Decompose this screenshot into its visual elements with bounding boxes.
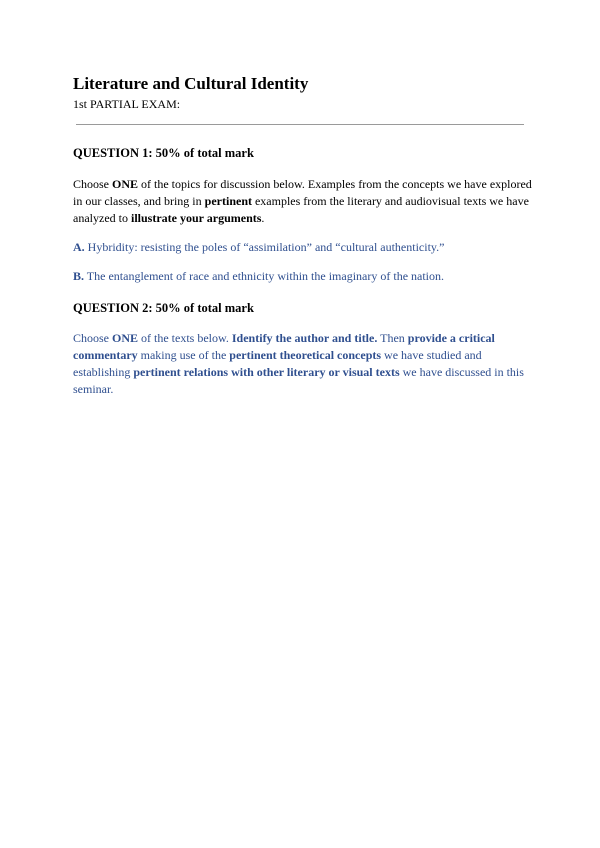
question-1-heading: QUESTION 1: 50% of total mark xyxy=(73,146,254,160)
q2-bold-relations: pertinent relations with other literary or visual texts xyxy=(133,365,400,379)
q1-text-part: examples from the literary and audiovisual texts we have analyzed to xyxy=(73,194,529,225)
q2-text-part: we have studied and establishing xyxy=(73,348,482,379)
document-title: Literature and Cultural Identity xyxy=(73,74,309,93)
q2-text-part: Then xyxy=(377,331,408,345)
q2-text-part: making use of the xyxy=(137,348,230,362)
q2-bold-concepts: pertinent theoretical concepts xyxy=(229,348,382,362)
question-1-instructions xyxy=(73,176,533,227)
q2-text-part: of the texts below. xyxy=(138,331,232,345)
q2-text-part: Choose xyxy=(73,331,112,345)
topic-a-letter: A. xyxy=(73,240,85,254)
q1-text-part: . xyxy=(261,211,265,225)
topic-b-text: The entanglement of race and ethnicity within the imaginary of the nation. xyxy=(84,269,445,283)
header-divider xyxy=(76,124,524,125)
topic-option-a xyxy=(73,239,533,256)
document-subtitle: 1st PARTIAL EXAM: xyxy=(73,97,181,111)
q2-text-part: we have discussed in this seminar. xyxy=(73,365,524,396)
q2-bold-identify: Identify the author and title. xyxy=(231,331,378,345)
q2-bold-commentary: provide a critical commentary xyxy=(73,331,495,362)
q2-bold-one: ONE xyxy=(112,331,139,345)
topic-b-letter: B. xyxy=(73,269,85,283)
topic-option-b xyxy=(73,268,533,285)
q1-bold-one: ONE xyxy=(112,177,139,191)
q1-text-part: of the topics for discussion below. Examples from the concepts we have explored in our classes, and bring in xyxy=(73,177,532,208)
question-2-instructions xyxy=(73,330,533,398)
topic-a-text: Hybridity: resisting the poles of “assimilation” and “cultural authenticity.” xyxy=(84,240,445,254)
q1-text-part: Choose xyxy=(73,177,112,191)
q1-bold-pertinent: pertinent xyxy=(204,194,252,208)
question-2-heading: QUESTION 2: 50% of total mark xyxy=(73,301,254,315)
q1-bold-illustrate: illustrate your arguments xyxy=(130,211,262,225)
